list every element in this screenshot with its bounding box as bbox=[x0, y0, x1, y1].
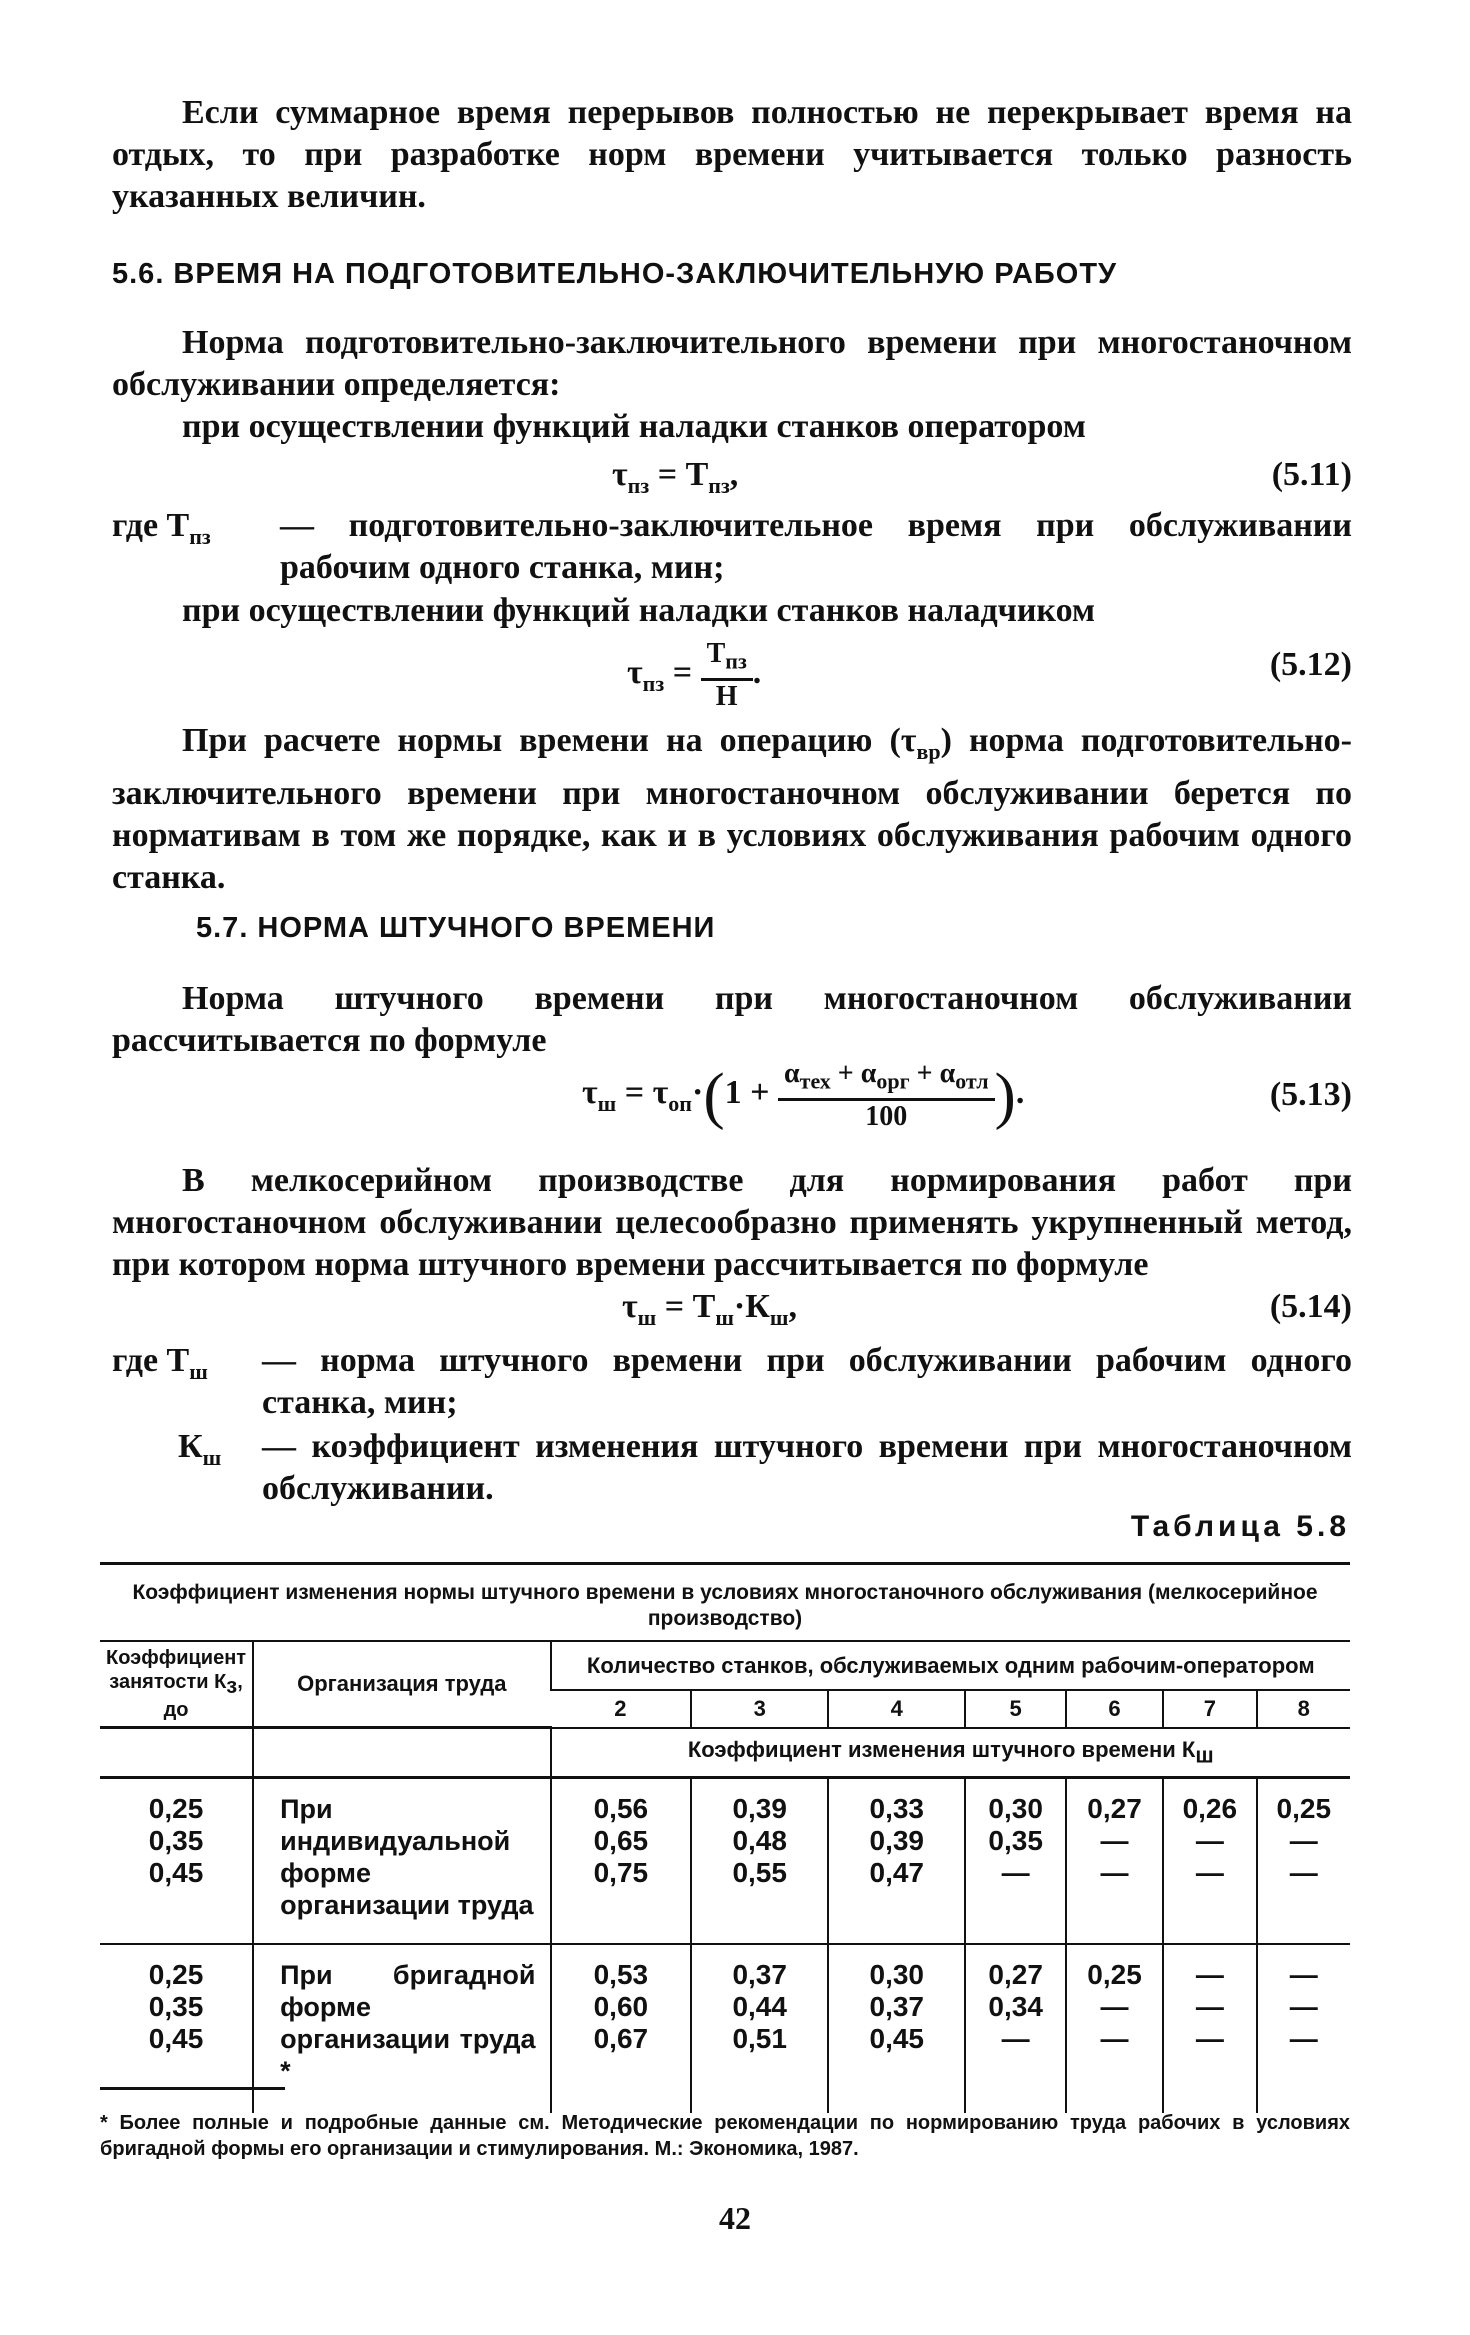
header-machines-7: 7 bbox=[1163, 1690, 1256, 1727]
equation-number-5-11: (5.11) bbox=[1271, 456, 1352, 493]
def2-label: К bbox=[178, 1428, 203, 1465]
eq14-lhs: τ bbox=[622, 1288, 638, 1325]
coefficient-value: 0,60 bbox=[593, 1990, 649, 2022]
eq13-lhs: τ bbox=[582, 1074, 598, 1112]
eq14-rhs-sub: ш bbox=[715, 1304, 734, 1330]
definition-text-t-sh: — норма штучного времени при обслуживании рабочим одного станка, мин; bbox=[262, 1342, 1352, 1421]
definition-t-sh bbox=[112, 1340, 1352, 1426]
header-machine-count: Количество станков, обслуживаемых одним рабочим-оператором bbox=[551, 1641, 1350, 1690]
coefficient-cell-machines-3 bbox=[691, 1944, 828, 2113]
eq13-denominator: 100 bbox=[865, 1100, 908, 1132]
equation-number-5-13: (5.13) bbox=[1269, 1076, 1352, 1113]
header-employment-coefficient bbox=[100, 1641, 253, 1728]
header-machines-5: 5 bbox=[965, 1690, 1066, 1727]
equation-number-5-14: (5.14) bbox=[1269, 1288, 1352, 1325]
coefficient-cell-machines-7 bbox=[1163, 1777, 1256, 1944]
eq11-lhs: τ bbox=[612, 456, 628, 493]
coefficient-value: 0,67 bbox=[593, 2022, 649, 2054]
header-machines-6: 6 bbox=[1066, 1690, 1163, 1727]
eq13-op-sub: оп bbox=[668, 1090, 692, 1116]
table-footnote: * Более полные и подробные данные см. Методические рекомендации по нормированию труда рабочих в условиях бригадной формы его организации и стимулирования. М.: Экономика, 1987. bbox=[100, 2112, 1350, 2160]
eq13-one: 1 + bbox=[724, 1074, 770, 1112]
coefficient-value: — bbox=[1289, 1958, 1318, 1990]
coefficient-value: 0,27 bbox=[988, 1958, 1043, 1990]
def1-sub: ш bbox=[189, 1358, 208, 1384]
coefficient-value: 0,26 bbox=[1182, 1792, 1238, 1824]
employment-coefficient-value: 0,25 bbox=[148, 1958, 204, 1990]
eq12-lhs: τ bbox=[627, 654, 643, 692]
table-label: Таблица 5.8 bbox=[1130, 1510, 1350, 1543]
eq12-fraction bbox=[701, 638, 753, 713]
eq14-tail: , bbox=[788, 1288, 797, 1325]
coefficient-value: 0,53 bbox=[593, 1958, 649, 1990]
header-machines-8: 8 bbox=[1257, 1690, 1350, 1727]
definition-t-pz bbox=[112, 505, 1352, 595]
para2-sub: вр bbox=[916, 738, 941, 764]
eq14-rhs: = Т bbox=[664, 1288, 716, 1325]
coefficient-value: 0,39 bbox=[732, 1792, 787, 1824]
eq13-tail: . bbox=[1015, 1074, 1025, 1112]
subheader-sub: ш bbox=[1195, 1741, 1214, 1767]
coefficient-value: 0,30 bbox=[988, 1792, 1043, 1824]
para2-start: При расчете нормы времени на операцию (τ bbox=[182, 722, 917, 759]
table-title: Коэффициент изменения нормы штучного времени в условиях многостаночного обслуживания (мелкосерийное производство) bbox=[132, 1581, 1318, 1630]
coefficient-value: — bbox=[1289, 2022, 1318, 2054]
eq11-tail: , bbox=[729, 456, 739, 493]
definition-text-k-sh: — коэффициент изменения штучного времени при многостаночном обслуживании. bbox=[262, 1428, 1352, 1507]
coefficient-value: 0,30 bbox=[869, 1958, 924, 1990]
coefficient-value: 0,47 bbox=[869, 1856, 924, 1888]
coefficient-value: 0,44 bbox=[732, 1990, 787, 2022]
coefficient-cell-machines-5 bbox=[965, 1777, 1066, 1944]
coefficient-cell-machines-7 bbox=[1163, 1944, 1256, 2113]
eq11-rhs: = Т bbox=[657, 456, 709, 493]
header-time-change-coefficient bbox=[551, 1728, 1350, 1778]
case-adjuster: при осуществлении функций наладки станков наладчиком bbox=[182, 592, 1096, 629]
header-machines-4: 4 bbox=[828, 1690, 965, 1727]
coefficient-cell-machines-4 bbox=[828, 1777, 965, 1944]
table-top-rule bbox=[100, 1562, 1350, 1565]
header-blank-1 bbox=[100, 1728, 253, 1778]
labor-organization-cell: При бригадной форме организации труда * bbox=[253, 1944, 550, 2113]
equation-5-13 bbox=[112, 1058, 1352, 1142]
coefficient-value: 0,33 bbox=[869, 1792, 924, 1824]
eq12-numerator: Т bbox=[706, 638, 726, 669]
coefficient-cell-machines-3 bbox=[691, 1777, 828, 1944]
coefficient-cell-machines-8 bbox=[1257, 1944, 1350, 2113]
intro-paragraph: Если суммарное время перерывов полностью не перекрывает время на отдых, то при разработке норм времени учитывается только разность указанных величин. bbox=[112, 94, 1352, 215]
coefficient-cell-machines-2 bbox=[551, 1777, 692, 1944]
footnote-rule bbox=[100, 2087, 285, 2090]
sec57-paragraph-2: В мелкосерийном производстве для нормирования работ при многостаночном обслуживании целесообразно применять укрупненный метод, при котором норма штучного времени рассчитывается по формуле bbox=[112, 1162, 1352, 1283]
definition-k-sh bbox=[112, 1426, 1352, 1512]
eq13-fraction bbox=[778, 1058, 995, 1133]
sec57-paragraph-1: Норма штучного времени при многостаночном обслуживании рассчитывается по формуле bbox=[112, 980, 1352, 1059]
eq13-lhs-sub: ш bbox=[597, 1090, 617, 1116]
eq13-alpha-1: α bbox=[784, 1058, 800, 1089]
coefficient-value: 0,39 bbox=[869, 1824, 924, 1856]
employment-coefficient-value: 0,45 bbox=[148, 1856, 204, 1888]
eq13-alpha-2: + α bbox=[830, 1058, 877, 1089]
header-labor-organization: Организация труда bbox=[253, 1641, 550, 1728]
coefficient-cell-machines-6 bbox=[1066, 1944, 1163, 2113]
labor-organization-cell: При индивидуальной форме организации труда bbox=[253, 1777, 550, 1944]
eq12-tail: . bbox=[752, 654, 762, 692]
coefficient-cell-machines-6 bbox=[1066, 1777, 1163, 1944]
coefficient-value: — bbox=[1289, 1990, 1318, 2022]
coefficient-value: 0,45 bbox=[869, 2022, 924, 2054]
eq12-lhs-sub: пз bbox=[642, 670, 665, 696]
employment-coefficient-value: 0,45 bbox=[148, 2022, 204, 2054]
coefficient-value: 0,25 bbox=[1276, 1792, 1332, 1824]
coefficient-value: — bbox=[1001, 1856, 1030, 1888]
coefficient-value: 0,75 bbox=[593, 1856, 649, 1888]
coefficient-cell-machines-5 bbox=[965, 1944, 1066, 2113]
def2-sub: ш bbox=[202, 1444, 222, 1470]
eq13-sub-tex: тех bbox=[799, 1068, 831, 1094]
equation-5-14 bbox=[112, 1288, 1352, 1348]
eq13-dot: · bbox=[691, 1074, 704, 1112]
coefficient-value: — bbox=[1100, 1856, 1129, 1888]
coefficient-value: — bbox=[1195, 1958, 1224, 1990]
definition-text-t-pz: — подготовительно-заключительное время при обслуживании рабочим одного станка, мин; bbox=[280, 507, 1352, 586]
coefficient-value: — bbox=[1289, 1824, 1318, 1856]
col1-header-tail: , до bbox=[163, 1671, 243, 1721]
col1-header-text: Коэффициент занятости К bbox=[106, 1647, 247, 1693]
coefficient-cell-machines-4 bbox=[828, 1944, 965, 2113]
coefficient-value: 0,48 bbox=[732, 1824, 787, 1856]
coefficient-cell-machines-2 bbox=[551, 1944, 692, 2113]
eq13-right-paren: ) bbox=[994, 1059, 1016, 1131]
eq14-lhs-sub: ш bbox=[637, 1304, 657, 1330]
coefficient-value: — bbox=[1100, 2022, 1129, 2054]
col1-header-sub: з bbox=[226, 1673, 238, 1698]
coefficient-value: — bbox=[1195, 1990, 1224, 2022]
eq14-k-sub: ш bbox=[769, 1304, 789, 1330]
subheader-text: Коэффициент изменения штучного времени К bbox=[687, 1736, 1196, 1762]
employment-coefficient-value: 0,25 bbox=[148, 1792, 204, 1824]
sec56-paragraph-2 bbox=[112, 720, 1352, 899]
coefficient-value: — bbox=[1100, 1990, 1129, 2022]
coefficient-value: 0,56 bbox=[593, 1792, 649, 1824]
where-label: где Т bbox=[112, 507, 190, 544]
coefficient-value: 0,37 bbox=[732, 1958, 787, 1990]
coefficient-value: — bbox=[1289, 1856, 1318, 1888]
coefficient-table bbox=[100, 1640, 1350, 2113]
coefficient-value: 0,51 bbox=[732, 2022, 787, 2054]
employment-coefficient-value: 0,35 bbox=[148, 1990, 204, 2022]
eq13-equals: = τ bbox=[624, 1074, 669, 1112]
coefficient-cell-machines-8 bbox=[1257, 1777, 1350, 1944]
eq12-denominator: Н bbox=[715, 680, 738, 712]
coefficient-value: — bbox=[1195, 2022, 1224, 2054]
coefficient-value: — bbox=[1195, 1856, 1224, 1888]
eq13-sub-otl: отл bbox=[955, 1068, 989, 1094]
coefficient-value: 0,35 bbox=[988, 1824, 1043, 1856]
table-row bbox=[100, 1777, 1350, 1944]
header-machines-2: 2 bbox=[551, 1690, 692, 1727]
coefficient-value: — bbox=[1001, 2022, 1030, 2054]
coefficient-value: — bbox=[1195, 1824, 1224, 1856]
page-number: 42 bbox=[719, 2200, 751, 2236]
eq14-k: ·К bbox=[733, 1288, 770, 1325]
sec56-paragraph-1: Норма подготовительно-заключительного времени при многостаночном обслуживании определяется: bbox=[112, 324, 1352, 403]
coefficient-value: 0,37 bbox=[869, 1990, 924, 2022]
eq12-equals: = bbox=[672, 654, 693, 692]
equation-5-12 bbox=[112, 632, 1352, 712]
section-heading-5-7: 5.7. НОРМА ШТУЧНОГО ВРЕМЕНИ bbox=[196, 912, 716, 944]
where-sub: пз bbox=[189, 523, 211, 549]
eq11-rhs-sub: пз bbox=[708, 472, 730, 498]
coefficient-value: 0,55 bbox=[732, 1856, 787, 1888]
eq13-left-paren: ( bbox=[703, 1059, 725, 1131]
coefficient-value: 0,34 bbox=[988, 1990, 1043, 2022]
case-operator: при осуществлении функций наладки станков оператором bbox=[182, 408, 1086, 445]
equation-number-5-12: (5.12) bbox=[1269, 646, 1352, 683]
eq12-numerator-sub: пз bbox=[725, 648, 747, 674]
employment-coefficient-cell bbox=[100, 1777, 253, 1944]
employment-coefficient-value: 0,35 bbox=[148, 1824, 204, 1856]
para2-rest: ) норма подготовительно-заключительного времени при многостаночном обслуживании берется по нормативам в том же порядке, как и в условиях обслуживания рабочим одного станка. bbox=[112, 722, 1353, 896]
coefficient-value: 0,25 bbox=[1087, 1958, 1142, 1990]
coefficient-value: — bbox=[1100, 1824, 1129, 1856]
table-row bbox=[100, 1944, 1350, 2113]
table-body bbox=[100, 1777, 1350, 2113]
coefficient-value: 0,27 bbox=[1087, 1792, 1142, 1824]
header-blank-2 bbox=[253, 1728, 550, 1778]
coefficient-value: 0,65 bbox=[593, 1824, 649, 1856]
def1-label: где Т bbox=[112, 1342, 190, 1379]
section-heading-5-6: 5.6. ВРЕМЯ НА ПОДГОТОВИТЕЛЬНО-ЗАКЛЮЧИТЕЛЬНУЮ РАБОТУ bbox=[112, 258, 1118, 290]
eq13-alpha-3: + α bbox=[909, 1058, 956, 1089]
header-machines-3: 3 bbox=[691, 1690, 828, 1727]
eq13-sub-org: орг bbox=[876, 1068, 910, 1094]
eq11-lhs-sub: пз bbox=[627, 472, 650, 498]
